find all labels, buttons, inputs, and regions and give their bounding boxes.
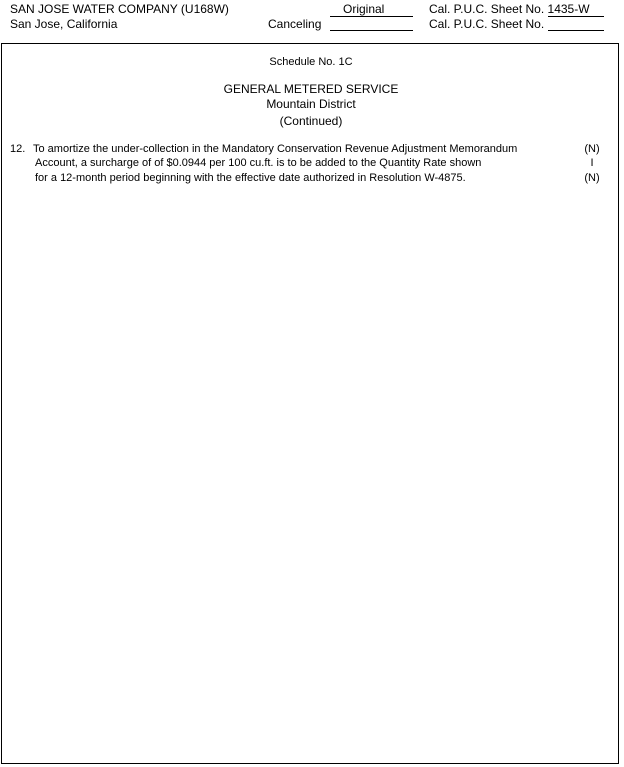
cancel-sheet-number-label: Cal. P.U.C. Sheet No. (429, 17, 545, 31)
schedule-number: Schedule No. 1C (269, 56, 353, 68)
continued-label: (Continued) (279, 114, 343, 128)
item-text-line: for a 12-month period beginning with the effective date authorized in Resolution W-4875. (35, 172, 466, 184)
canceling-label: Canceling (268, 17, 322, 31)
schedule-district: Mountain District (266, 97, 356, 111)
sheet-number-line (429, 2, 604, 17)
original-value: Original (343, 2, 385, 16)
schedule-title: GENERAL METERED SERVICE (223, 82, 399, 96)
cancel-sheet-number-value (548, 17, 604, 31)
item-text-line: To amortize the under-collection in the Mandatory Conservation Revenue Adjustment Memorandum (33, 143, 518, 155)
cancel-sheet-number-line (429, 17, 604, 31)
item-number: 12. (10, 143, 26, 155)
change-marker: (N) (584, 143, 600, 155)
change-marker: I (590, 157, 594, 169)
canceling-field (330, 17, 413, 31)
change-marker: (N) (584, 172, 600, 184)
sheet-number-label: Cal. P.U.C. Sheet No. (429, 2, 545, 16)
company-name: SAN JOSE WATER COMPANY (U168W) (10, 2, 229, 16)
item-text-line: Account, a surcharge of of $0.0944 per 100 cu.ft. is to be added to the Quantity Rate shown (35, 157, 482, 169)
original-field (330, 2, 413, 17)
sheet-number-value: 1435-W (548, 2, 604, 17)
tariff-sheet-body (1, 43, 619, 764)
company-location: San Jose, California (10, 17, 118, 31)
